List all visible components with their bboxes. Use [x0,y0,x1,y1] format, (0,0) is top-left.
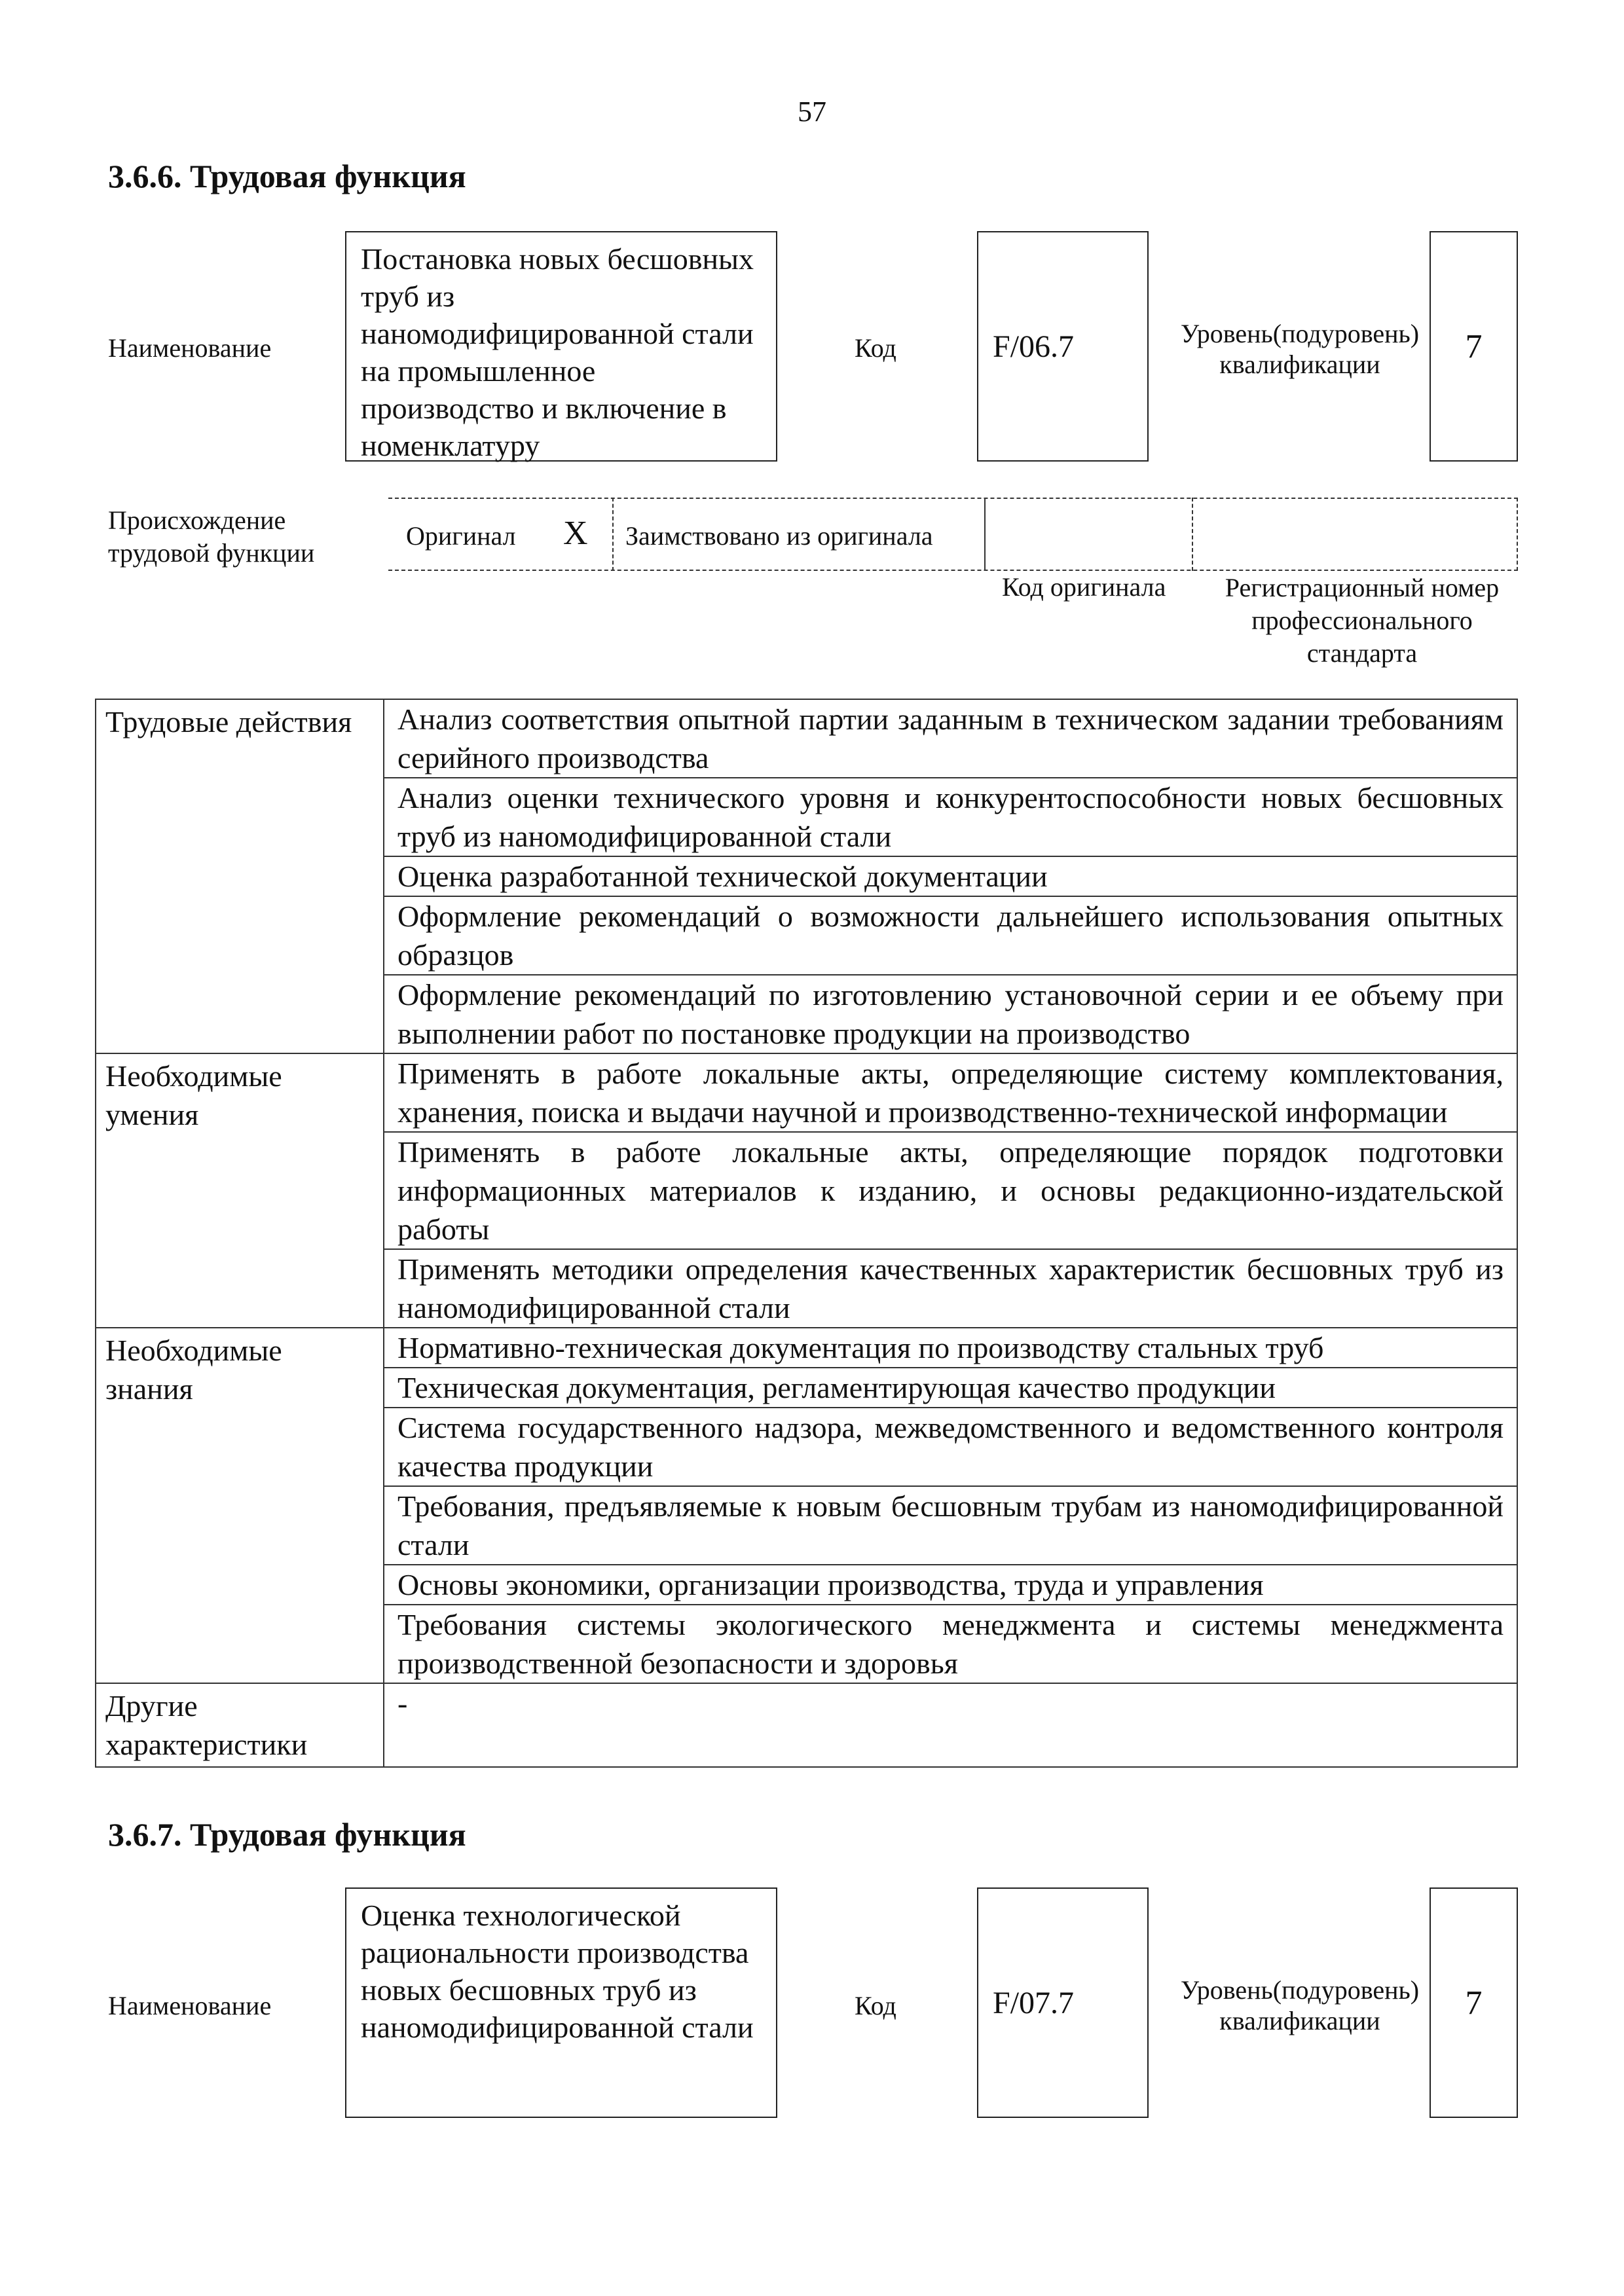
name-label-1: Наименование [108,333,272,363]
table-cell: Применять в работе локальные акты, определяющие порядок подготовки информационных материалов к изданию, и основы редакционно-издательской работы [384,1132,1517,1249]
table-cell: Оформление рекомендаций по изготовлению установочной серии и ее объему при выполнении работ по постановке продукции на производство [384,975,1517,1053]
reg-number-label: Регистрационный номер профессионального стандарта [1225,573,1500,668]
code-label-1: Код [855,333,896,363]
table-cell: Основы экономики, организации производства, труда и управления [384,1565,1517,1605]
function-name-box-1: Постановка новых бесшовных труб из наномодифицированной стали на промышленное производство и включение в номенклатуру [345,231,777,462]
level-label-1: Уровень(подуровень) квалификации [1180,319,1420,379]
category-cell: Другие характеристики [96,1683,384,1767]
table-row [96,699,1517,778]
section-title-1: 3.6.6. Трудовая функция [108,158,466,194]
table-cell: Применять в работе локальные акты, определяющие систему комплектования, хранения, поиска и выдачи научной и производственно-технической информации [384,1053,1517,1132]
page-number: 57 [798,96,826,128]
table-cell: Анализ оценки технического уровня и конкурентоспособности новых бесшовных труб из наномодифицированной стали [384,778,1517,856]
origin-divider-4 [1517,498,1518,571]
code-original-label: Код оригинала [1002,572,1166,602]
function-name-box-2: Оценка технологической рациональности производства новых бесшовных труб из наномодифицированной стали [345,1887,777,2118]
level-label-2: Уровень(подуровень) квалификации [1180,1975,1420,2035]
section-title-2: 3.6.7. Трудовая функция [108,1816,466,1853]
table-cell: Нормативно-техническая документация по производству стальных труб [384,1328,1517,1368]
origin-frame [388,498,1518,571]
code-label-2: Код [855,1991,896,2020]
table-cell: Система государственного надзора, межведомственного и ведомственного контроля качества продукции [384,1408,1517,1486]
table-cell: Техническая документация, регламентирующая качество продукции [384,1368,1517,1408]
table-row [96,1053,1517,1132]
name-label-2: Наименование [108,1991,272,2020]
table-row [96,1683,1517,1767]
code-value-box-2: F/07.7 [977,1887,1149,2118]
table-cell: Анализ соответствия опытной партии заданным в техническом задании требованиям серийного производства [384,699,1517,778]
table-cell: Оформление рекомендаций о возможности дальнейшего использования опытных образцов [384,896,1517,975]
table-row [96,1328,1517,1368]
origin-label: Происхождение трудовой функции [108,505,315,568]
competency-table [95,699,1518,1768]
origin-original-label: Оригинал [406,521,516,551]
level-value-box-2: 7 [1430,1887,1518,2118]
category-cell: Трудовые действия [96,699,384,1053]
category-cell: Необходимые знания [96,1328,384,1683]
table-cell: Оценка разработанной технической документации [384,856,1517,896]
origin-divider-1 [612,498,614,571]
category-cell: Необходимые умения [96,1053,384,1328]
origin-original-mark: X [563,515,588,552]
level-value-box-1: 7 [1430,231,1518,462]
origin-borrowed-label: Заимствовано из оригинала [625,521,933,551]
table-cell: - [384,1683,1517,1767]
table-cell: Требования, предъявляемые к новым бесшовным трубам из наномодифицированной стали [384,1486,1517,1565]
origin-divider-2 [984,498,986,571]
table-cell: Применять методики определения качественных характеристик бесшовных труб из наномодифицированной стали [384,1249,1517,1328]
code-value-box-1: F/06.7 [977,231,1149,462]
table-cell: Требования системы экологического менеджмента и системы менеджмента производственной безопасности и здоровья [384,1605,1517,1683]
origin-divider-3 [1192,498,1193,571]
